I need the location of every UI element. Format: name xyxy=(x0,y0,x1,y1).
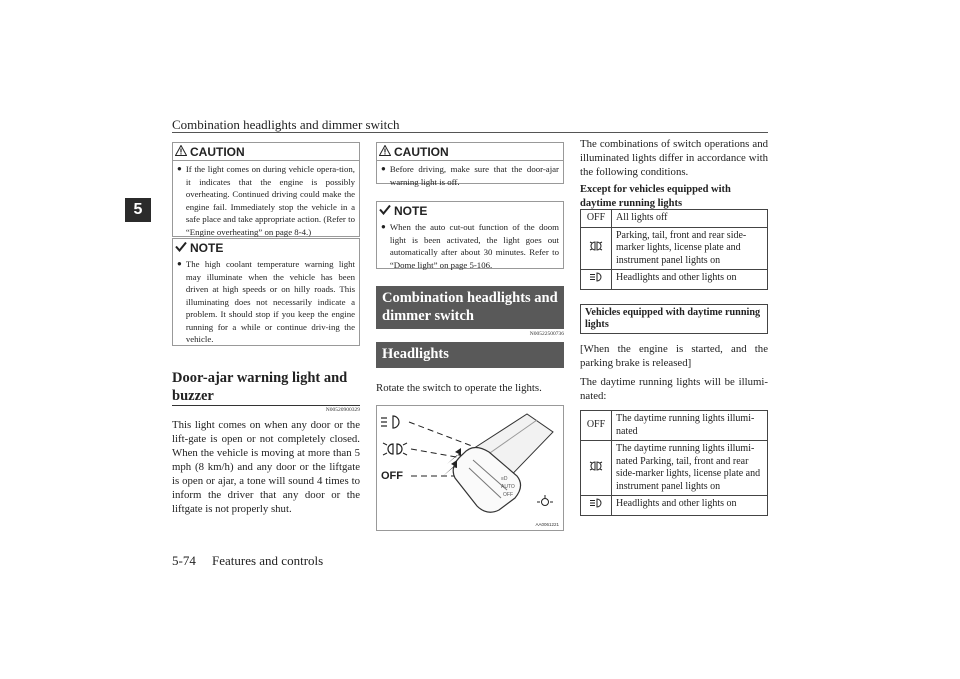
switch-position-off: OFF xyxy=(581,411,612,441)
door-ajar-body: This light comes on when any door or the lift-gate is open or not completely closed. When the vehicle is moving at more than 5 mph (8 km/h) and any door or the liftgate is open or ajar, a tone will sound 4 times to inform the driver that any door or the liftgate is not properly shut. xyxy=(172,419,360,515)
bullet-icon: ● xyxy=(177,164,182,173)
switch-position-off: OFF xyxy=(581,210,612,228)
chapter-tab: 5 xyxy=(125,198,151,222)
table-cell-desc: The daytime running lights illumi-nated Parking, tail, front and rear side-marker lights, license plate and instrument panel lights on xyxy=(612,441,768,496)
note-text-row xyxy=(173,256,359,346)
headlights-subheading: Headlights xyxy=(376,342,564,368)
caution-label: CAUTION xyxy=(190,144,245,159)
drl-text: The daytime running lights will be illumi-nated: xyxy=(580,376,768,402)
caution-text: If the light comes on during vehicle opera-tion, it indicates that the engine is possibly overheating. Continued driving could make the engine fail. Immediately stop the vehicle in a safe place and take appropriate action. (Refer to “Engine overheating” on page 8-4.) xyxy=(185,164,355,237)
note-label: NOTE xyxy=(394,203,428,218)
svg-text:≡D: ≡D xyxy=(501,476,508,482)
table-row xyxy=(581,411,768,441)
caution-label: CAUTION xyxy=(394,144,449,159)
section-code: N00520900329 xyxy=(325,407,360,413)
checkmark-icon xyxy=(379,204,391,218)
table-cell-desc: The daytime running lights illumi-nated xyxy=(612,411,768,441)
note-text: When the auto cut-out function of the doom light is been activated, the light goes out automatically after about 30 minutes. Refer to “Dome light” on page 5-106. xyxy=(389,222,559,270)
svg-text:AUTO: AUTO xyxy=(501,484,515,490)
header-divider xyxy=(172,132,768,133)
section-heading: Combination headlights and dimmer switch xyxy=(376,286,564,329)
parking-lights-icon xyxy=(383,443,407,455)
caution-text-row xyxy=(173,161,359,238)
door-ajar-heading: Door-ajar warning light and buzzer xyxy=(172,369,360,406)
bullet-icon: ● xyxy=(381,164,386,173)
headlights-icon xyxy=(381,416,399,428)
switch-figure xyxy=(376,405,564,531)
headlights-icon xyxy=(581,270,612,290)
bullet-icon: ● xyxy=(177,259,182,268)
parking-lights-icon xyxy=(581,227,612,270)
note-header xyxy=(173,239,359,256)
headlights-body: Rotate the switch to operate the lights. xyxy=(376,382,542,394)
intro-text: The combinations of switch operations and illuminated lights differ in accordance with the following conditions. xyxy=(580,138,768,178)
table-row xyxy=(581,441,768,496)
warning-triangle-icon xyxy=(379,145,391,159)
note-header xyxy=(377,202,563,219)
lights-table-drl xyxy=(580,410,768,516)
note-text: The high coolant temperature warning light may illuminate when the vehicle has been driven at high speeds or on hilly roads. This illuminating does not necessarily indicate a problem. It should stop if you keep the engine running for a while or continue driv-ing the vehicle. xyxy=(185,259,355,344)
note-text-row xyxy=(377,219,563,271)
note-box xyxy=(376,201,564,269)
table-row xyxy=(581,227,768,270)
table2-heading: Vehicles equipped with daytime running lights xyxy=(580,304,768,334)
caution-box xyxy=(376,142,564,187)
table-row xyxy=(581,210,768,228)
condition-text: [When the engine is started, and the parking brake is released] xyxy=(580,343,768,369)
svg-text:OFF: OFF xyxy=(503,492,513,498)
table-cell-desc: All lights off xyxy=(612,210,768,228)
table-row xyxy=(581,496,768,516)
caution-header xyxy=(173,143,359,161)
lights-table-standard xyxy=(580,209,768,290)
caution-text: Before driving, make sure that the door-ajar warning light is off. xyxy=(389,164,559,187)
parking-lights-icon xyxy=(581,441,612,496)
caution-text-row xyxy=(377,161,563,188)
fog-light-icon xyxy=(537,495,553,506)
table-cell-desc: Headlights and other lights on xyxy=(612,270,768,290)
bullet-icon: ● xyxy=(381,222,386,231)
caution-box xyxy=(172,142,360,237)
table1-heading: Except for vehicles equipped with daytime running lights xyxy=(580,184,731,209)
warning-triangle-icon xyxy=(175,145,187,159)
table-cell-desc: Headlights and other lights on xyxy=(612,496,768,516)
off-label: OFF xyxy=(381,470,403,482)
note-label: NOTE xyxy=(190,240,224,255)
table-row xyxy=(581,270,768,290)
footer-section-title: Features and controls xyxy=(212,553,324,568)
figure-code: AA0061221 xyxy=(535,522,559,527)
page-number: 5-74 xyxy=(172,553,196,568)
page-header-title: Combination headlights and dimmer switch xyxy=(172,117,400,132)
combination-switch-illustration xyxy=(377,406,563,530)
table-cell-desc: Parking, tail, front and rear side-marker lights, license plate and instrument panel lights on xyxy=(612,227,768,270)
headlights-icon xyxy=(581,496,612,516)
note-box xyxy=(172,238,360,346)
caution-header xyxy=(377,143,563,161)
checkmark-icon xyxy=(175,241,187,255)
section-code: N00522500736 xyxy=(529,331,564,337)
